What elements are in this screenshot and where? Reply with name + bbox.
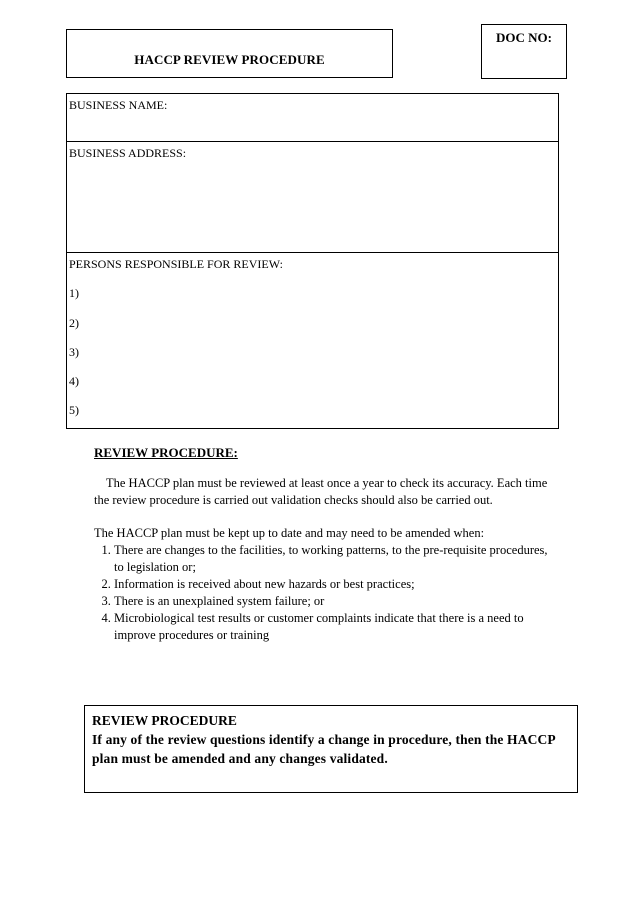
amendment-conditions-list — [94, 542, 554, 644]
review-procedure-notice-box — [84, 705, 578, 793]
person-number-4: 4) — [69, 374, 79, 388]
business-address-label: BUSINESS ADDRESS: — [69, 146, 187, 160]
persons-responsible-label: PERSONS RESPONSIBLE FOR REVIEW: — [69, 257, 283, 271]
person-number-2: 2) — [69, 316, 79, 330]
list-item: 4. Microbiological test results or customer complaints indicate that there is a need to improve procedures or training — [114, 610, 554, 644]
list-item: 3. There is an unexplained system failure; or — [114, 593, 554, 610]
business-address-field[interactable] — [67, 141, 558, 253]
review-frequency-paragraph: The HACCP plan must be reviewed at least once a year to check its accuracy. Each time the review procedure is carried out validation checks should also be carried out. — [94, 476, 548, 507]
list-item: 2. Information is received about new hazards or best practices; — [114, 576, 554, 593]
business-info-table — [66, 93, 559, 429]
page-title: HACCP REVIEW PROCEDURE — [134, 52, 325, 67]
review-procedure-heading: REVIEW PROCEDURE: — [94, 445, 238, 460]
review-procedure-section — [94, 444, 554, 644]
list-item: 1. There are changes to the facilities, to working patterns, to the pre-requisite procedures, to legislation or; — [114, 542, 554, 576]
person-number-3: 3) — [69, 345, 79, 359]
persons-responsible-field[interactable] — [67, 252, 558, 429]
amendment-intro-paragraph: The HACCP plan must be kept up to date and may need to be amended when: — [94, 526, 485, 540]
doc-number-label: DOC NO: — [496, 30, 552, 45]
person-number-5: 5) — [69, 403, 79, 417]
notice-title: REVIEW PROCEDURE — [92, 713, 237, 728]
notice-body: If any of the review questions identify a change in procedure, then the HACCP plan must be amended and any changes validated. — [92, 732, 556, 766]
doc-number-box[interactable] — [481, 24, 567, 79]
title-box — [66, 29, 393, 78]
person-number-1: 1) — [69, 286, 79, 300]
business-name-label: BUSINESS NAME: — [69, 98, 168, 112]
business-name-field[interactable] — [67, 94, 558, 141]
